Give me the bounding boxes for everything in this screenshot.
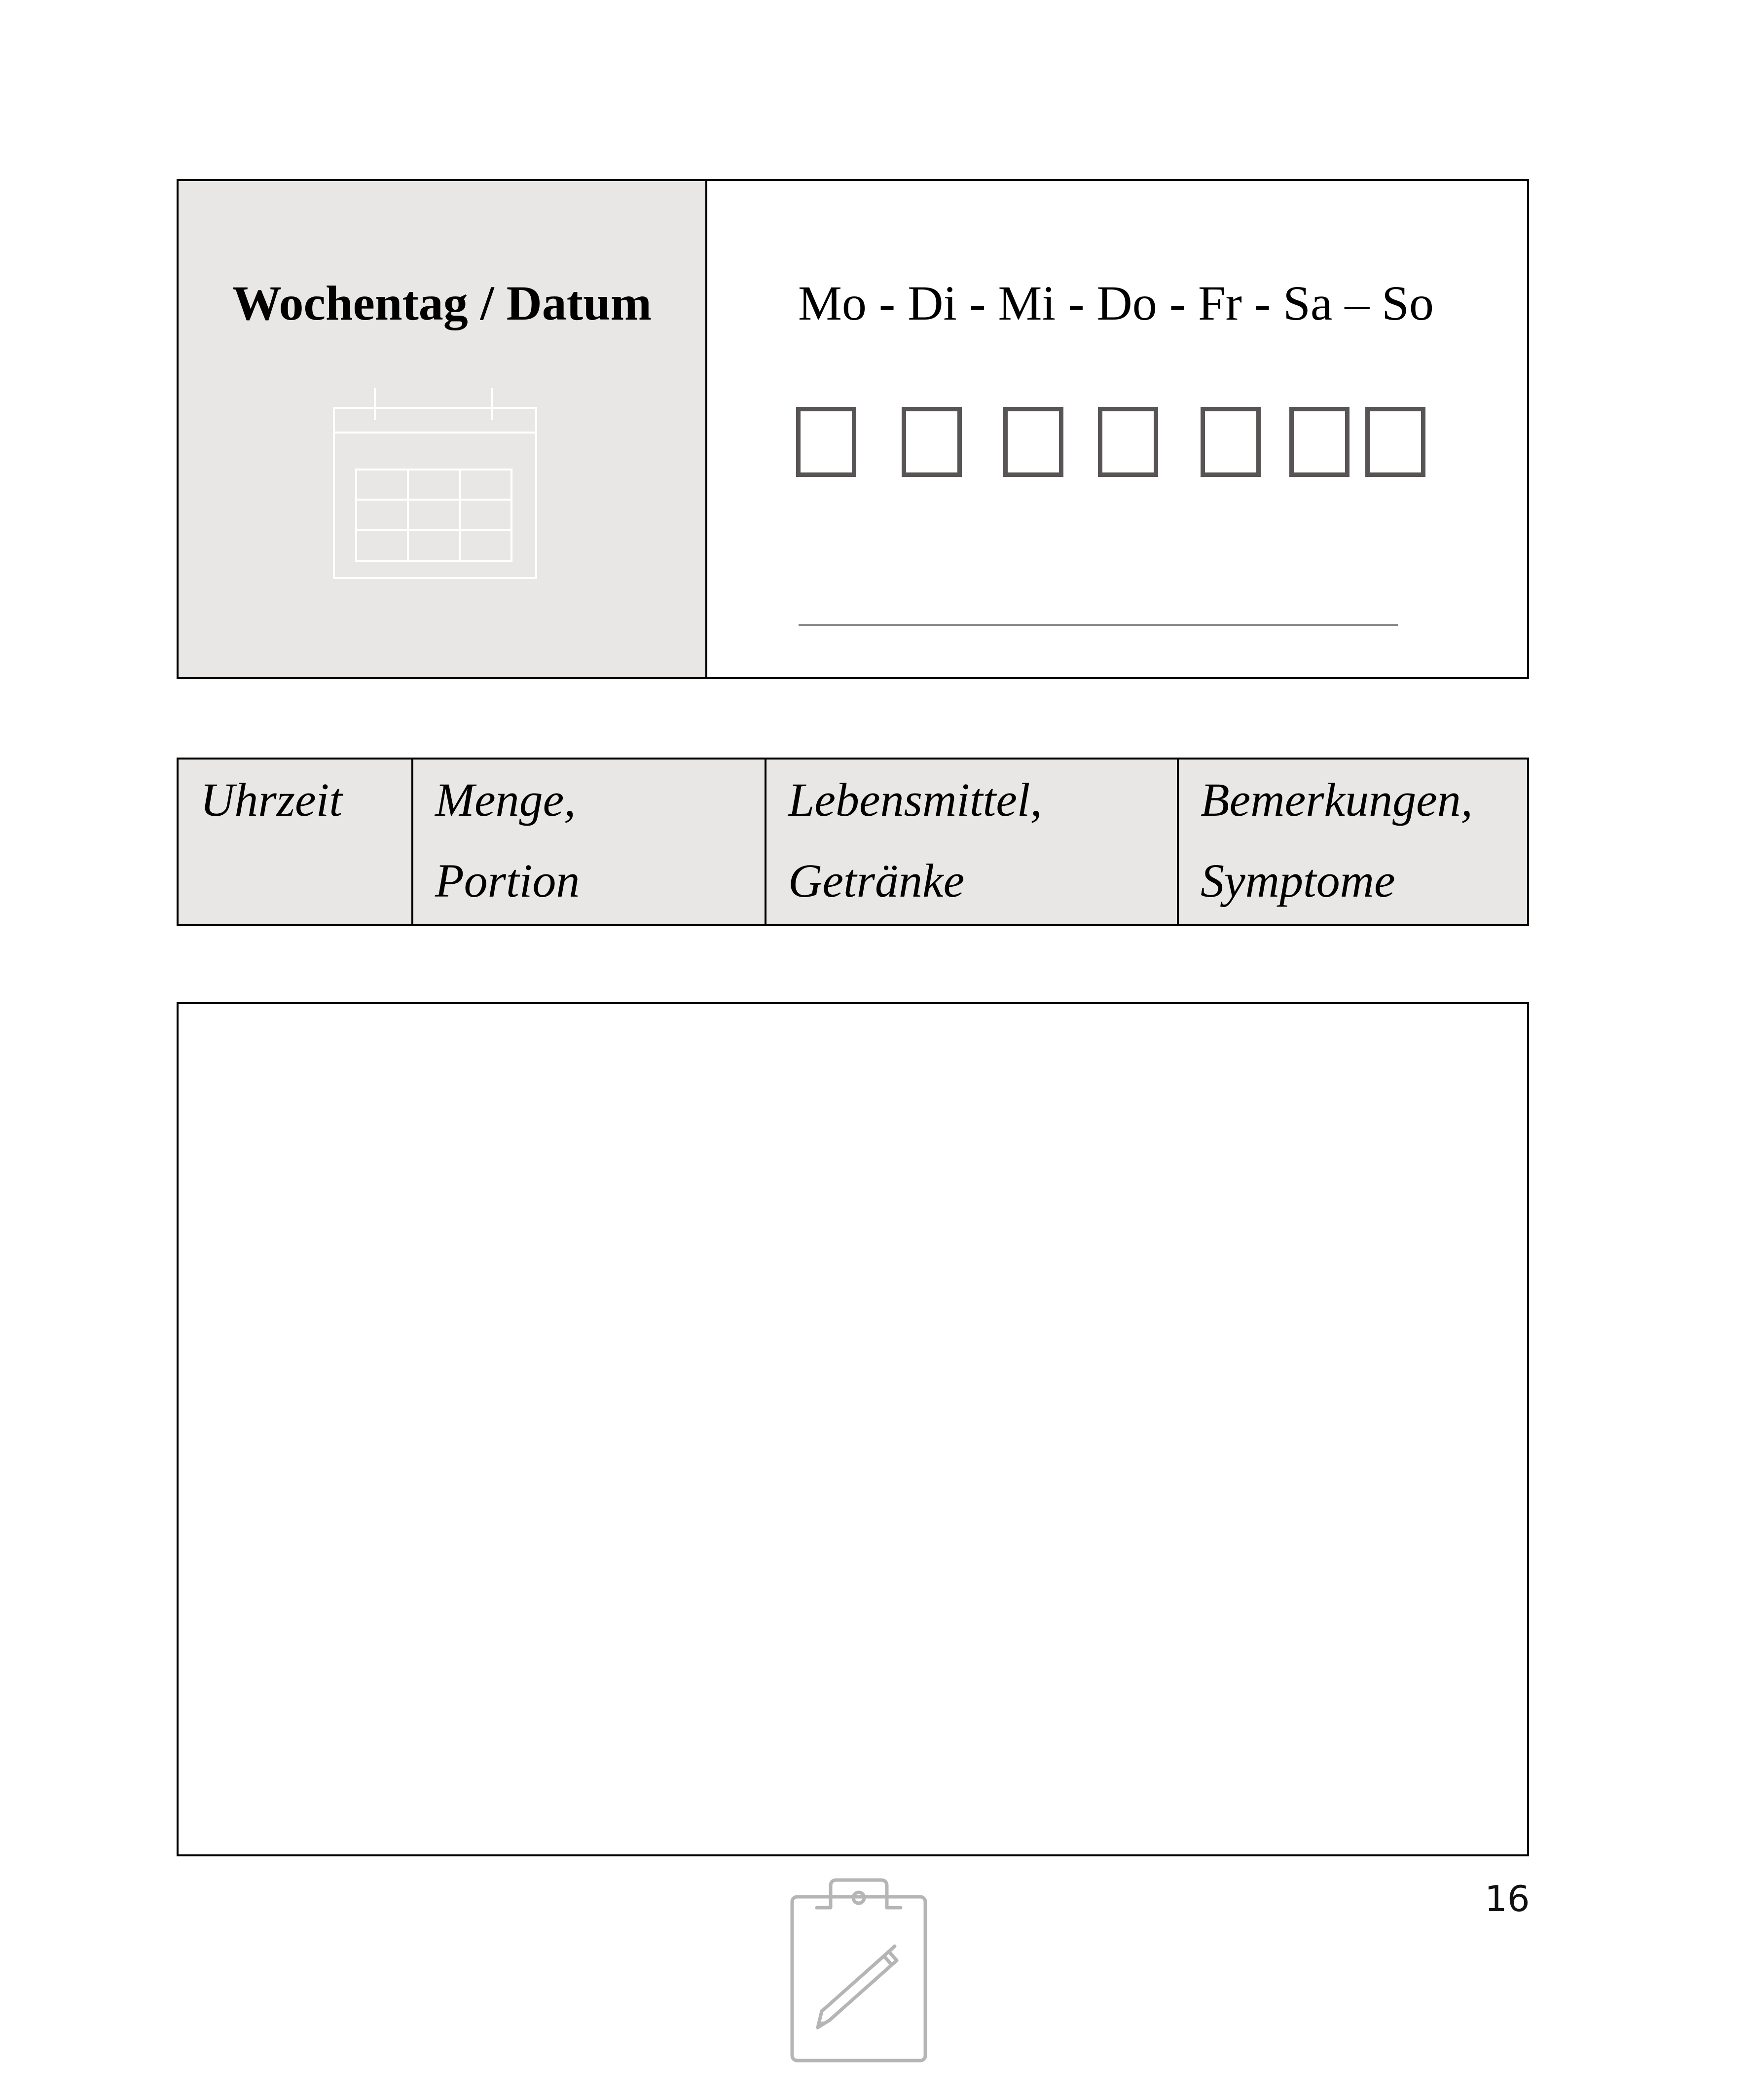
checkbox-friday[interactable]: [1201, 407, 1261, 477]
date-section: [177, 179, 1529, 679]
header-food: [766, 760, 1179, 924]
calendar-icon: [331, 388, 539, 580]
checkbox-wednesday[interactable]: [1003, 407, 1063, 477]
header-time: [179, 760, 413, 924]
header-amount-label-2: Portion: [435, 854, 580, 907]
header-notes-label: Bemerkungen,: [1201, 773, 1473, 826]
checkbox-saturday[interactable]: [1289, 407, 1350, 477]
header-time-label: Uhrzeit: [200, 773, 342, 826]
checkbox-thursday[interactable]: [1098, 407, 1158, 477]
checkbox-sunday[interactable]: [1365, 407, 1425, 477]
date-entry-line[interactable]: [799, 624, 1398, 626]
page-number: 16: [1485, 1878, 1530, 1919]
date-heading: Wochentag / Datum: [232, 276, 652, 330]
header-food-label: Lebensmittel,: [788, 773, 1042, 826]
checkbox-tuesday[interactable]: [902, 407, 962, 477]
clipboard-pen-icon: [787, 1877, 930, 2064]
log-table-header: [177, 758, 1529, 926]
weekday-labels: Mo - Di - Mi - Do - Fr - Sa – So: [798, 276, 1434, 330]
header-notes: [1179, 760, 1527, 924]
entry-area[interactable]: [177, 1002, 1529, 1856]
date-label-panel: [179, 181, 707, 677]
header-notes-label-2: Symptome: [1201, 854, 1395, 907]
date-entry-panel: [707, 181, 1527, 677]
header-food-label-2: Getränke: [788, 854, 965, 907]
checkbox-monday[interactable]: [796, 407, 856, 477]
header-amount-label: Menge,: [435, 773, 576, 826]
header-amount: [413, 760, 766, 924]
